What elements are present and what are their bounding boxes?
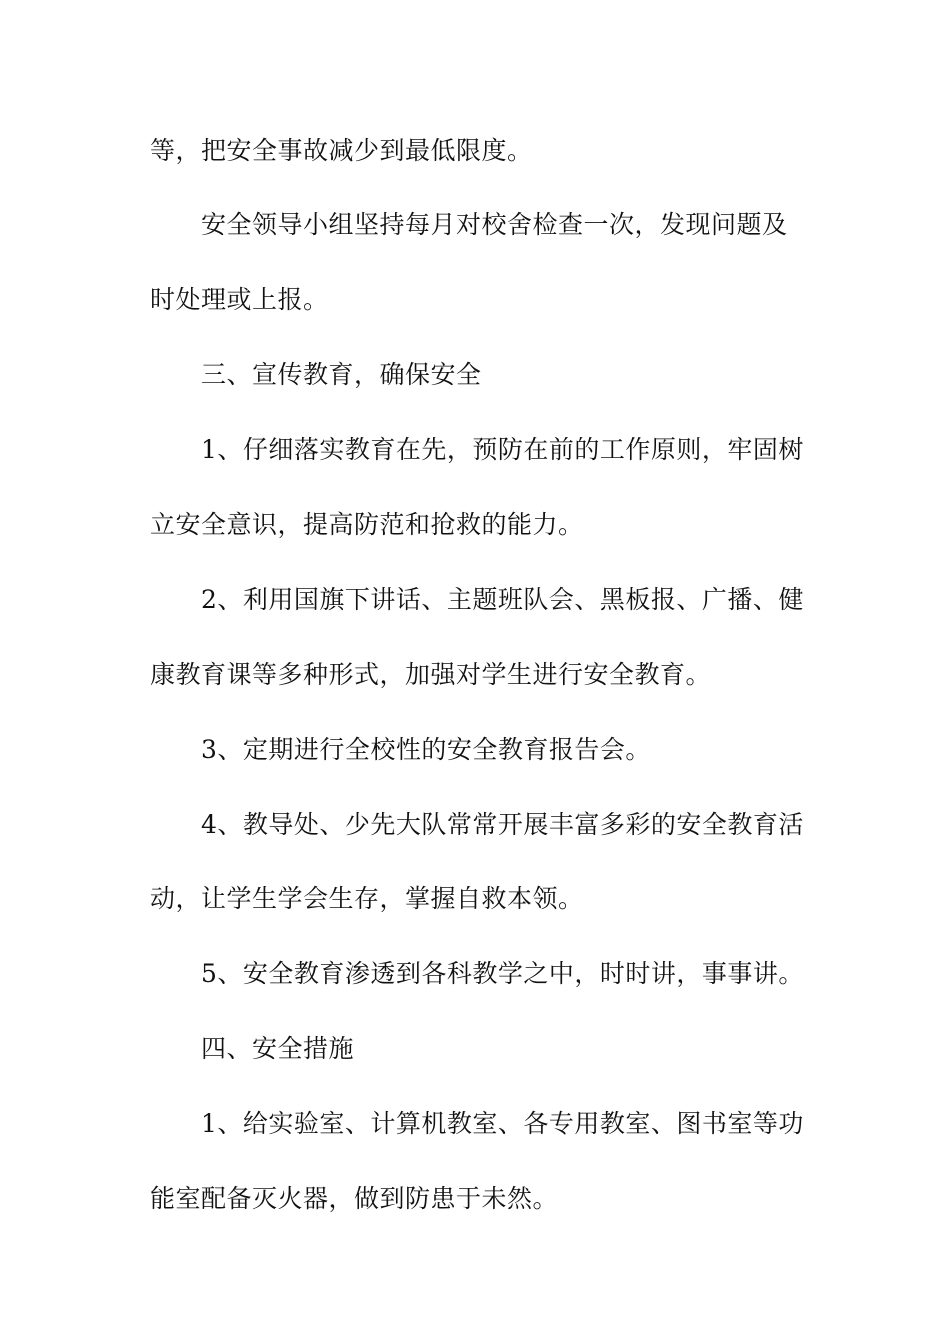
text-line: 1、仔细落实教育在先，预防在前的工作原则，牢固树 [201,435,804,464]
text-line: 时处理或上报。 [150,285,329,314]
text-line: 立安全意识，提高防范和抢救的能力。 [150,510,584,539]
text-line: 4、教导处、少先大队常常开展丰富多彩的安全教育活 [201,810,804,839]
text-line: 1、给实验室、计算机教室、各专用教室、图书室等功 [201,1109,804,1138]
text-line: 2、利用国旗下讲话、主题班队会、黑板报、广播、健 [201,585,804,614]
text-line: 动，让学生学会生存，掌握自救本领。 [150,884,584,913]
text-line: 康教育课等多种形式，加强对学生进行安全教育。 [150,660,712,689]
text-line: 安全领导小组坚持每月对校舍检查一次，发现问题及 [201,210,788,239]
text-line: 3、定期进行全校性的安全教育报告会。 [201,735,651,764]
section-heading: 四、安全措施 [201,1034,355,1063]
text-line: 能室配备灭火器，做到防患于未然。 [150,1184,559,1213]
section-heading: 三、宣传教育，确保安全 [201,360,482,389]
text-line: 等，把安全事故减少到最低限度。 [150,136,533,165]
text-line: 5、安全教育渗透到各科教学之中，时时讲，事事讲。 [201,959,804,988]
